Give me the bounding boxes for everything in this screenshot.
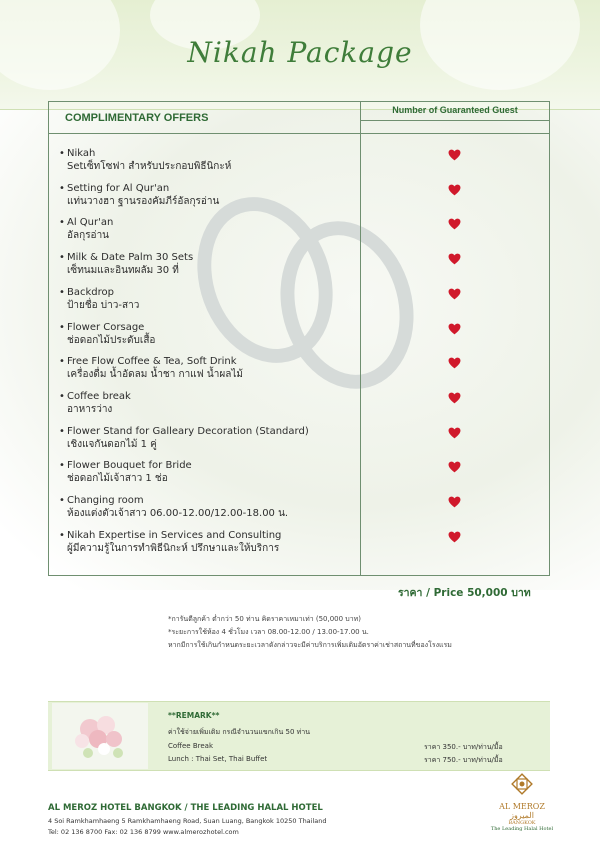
bullet: • — [59, 148, 65, 159]
heart-icon — [448, 253, 461, 265]
heart-icon — [448, 323, 461, 335]
offer-item-thai: เซ็ทนมและอินทผลัม 30 ที่ — [67, 265, 179, 276]
bullet: • — [59, 287, 65, 298]
offer-item — [59, 425, 359, 451]
logo-name: AL MEROZ — [499, 802, 545, 811]
header-complimentary-offers: COMPLIMENTARY OFFERS — [65, 112, 209, 124]
offer-item-english: Free Flow Coffee & Tea, Soft Drink — [67, 356, 237, 367]
offer-item-thai: เชิงแจกันดอกไม้ 1 คู่ — [67, 439, 157, 450]
bullet: • — [59, 426, 65, 437]
offer-item-english: Flower Stand for Galleary Decoration (Standard) — [67, 426, 309, 437]
footer-hotel-name: AL MEROZ HOTEL BANGKOK / THE LEADING HALAL HOTEL — [48, 803, 323, 813]
heart-icon — [448, 184, 461, 196]
remark-coffee-break-price: ราคา 350.- บาท/ท่าน/มื้อ — [424, 743, 503, 751]
heart-icon — [448, 531, 461, 543]
heart-icon — [448, 427, 461, 439]
heart-icon — [448, 288, 461, 300]
heart-icon — [448, 149, 461, 161]
offer-item-english: Setting for Al Qur'an — [67, 183, 170, 194]
bullet: • — [59, 391, 65, 402]
heart-icon — [448, 357, 461, 369]
footer-address: 4 Soi Ramkhamhaeng 5 Ramkhamhaeng Road, Suan Luang, Bangkok 10250 Thailand — [48, 817, 327, 825]
remark-coffee-break-label: Coffee Break — [168, 742, 214, 750]
package-price: ราคา / Price 50,000 บาท — [398, 587, 531, 599]
column-divider — [360, 102, 361, 575]
bridal-bouquet-image — [52, 703, 148, 769]
offer-item — [59, 251, 359, 277]
bullet: • — [59, 183, 65, 194]
offer-item-thai: แท่นวางฮา ฐานรองคัมภีร์อัลกุรอ่าน — [67, 196, 220, 207]
offer-item — [59, 355, 359, 381]
offer-item-english: Milk & Date Palm 30 Sets — [67, 252, 194, 263]
remark-lunch-label: Lunch : Thai Set, Thai Buffet — [168, 755, 268, 763]
offer-item — [59, 459, 359, 485]
offer-item-english: Flower Bouquet for Bride — [67, 460, 192, 471]
offer-item — [59, 182, 359, 208]
offer-item — [59, 286, 359, 312]
offer-item-thai: ป้ายชื่อ บ่าว-สาว — [67, 300, 140, 311]
offer-item-english: Al Qur'an — [67, 217, 114, 228]
bullet: • — [59, 356, 65, 367]
offer-item-thai: ผู้มีความรู้ในการทำพิธีนิกะห์ ปรึกษาและให้บริการ — [67, 543, 280, 554]
heart-icon — [448, 496, 461, 508]
lantern-emblem-icon — [508, 770, 536, 798]
heart-icon — [448, 461, 461, 473]
bullet: • — [59, 495, 65, 506]
remark-title: **REMARK** — [168, 711, 220, 720]
offer-item-thai: ห้องแต่งตัวเจ้าสาว 06.00-12.00/12.00-18.00 น. — [67, 508, 289, 519]
bullet: • — [59, 530, 65, 541]
offer-item-thai: อาหารว่าง — [67, 404, 113, 415]
heart-icon — [448, 392, 461, 404]
logo-tagline: The Leading Halal Hotel — [490, 826, 554, 832]
offer-item-thai: ช่อดอกไม้ประดับเสื้อ — [67, 335, 156, 346]
offer-item — [59, 494, 359, 520]
bullet: • — [59, 460, 65, 471]
offer-item-thai: ช่อดอกไม้เจ้าสาว 1 ช่อ — [67, 473, 168, 484]
bullet: • — [59, 322, 65, 333]
page-title: Nikah Package — [187, 36, 413, 69]
offer-item-english: Backdrop — [67, 287, 114, 298]
footer-contact: Tel: 02 136 8700 Fax: 02 136 8799 www.almerozhotel.com — [48, 828, 239, 836]
logo-city: BANGKOK — [508, 820, 536, 826]
offer-item — [59, 216, 359, 242]
remark-lunch-price: ราคา 750.- บาท/ท่าน/มื้อ — [424, 756, 503, 764]
bullet: • — [59, 217, 65, 228]
offer-item-english: Nikah Expertise in Services and Consulting — [67, 530, 282, 541]
note-line: *การันตีลูกค้า ต่ำกว่า 50 ท่าน คิดราคาเหมาเท่า (50,000 บาท) — [168, 615, 362, 623]
offer-item-thai: เครื่องดื่ม น้ำอัดลม น้ำชา กาแฟ น้ำผลไม้ — [67, 369, 243, 380]
offer-item-english: Coffee break — [67, 391, 131, 402]
logo-arabic: الميروز — [510, 811, 534, 820]
offer-item — [59, 390, 359, 416]
hotel-logo — [490, 770, 554, 838]
offer-item-english: Flower Corsage — [67, 322, 145, 333]
note-line: *ระยะการใช้ห้อง 4 ชั่วโมง เวลา 08.00-12.00 / 13.00-17.00 น. — [168, 628, 369, 636]
offer-item — [59, 529, 359, 555]
offer-item — [59, 147, 359, 173]
offer-item-thai: อัลกุรอ่าน — [67, 230, 110, 241]
offer-item-thai: Setเซ็ทโซฟา สำหรับประกอบพิธีนิกะห์ — [67, 161, 232, 172]
offer-item-english: Changing room — [67, 495, 144, 506]
offer-item — [59, 321, 359, 347]
header-sub-divider — [361, 120, 549, 121]
heart-icon — [448, 218, 461, 230]
offer-item-english: Nikah — [67, 148, 96, 159]
remark-intro: ค่าใช้จ่ายเพิ่มเติม กรณีจำนวนแขกเกิน 50 ท่าน — [168, 728, 310, 736]
bullet: • — [59, 252, 65, 263]
note-line: หากมีการใช้เกินกำหนดระยะเวลาดังกล่าวจะมีค่าบริการเพิ่มเติมอัตราค่าเช่าสถานที่ของโรงแรม — [168, 641, 452, 649]
header-divider — [49, 133, 549, 134]
header-guaranteed-guest: Number of Guaranteed Guest — [392, 105, 518, 115]
offers-table — [48, 101, 550, 576]
